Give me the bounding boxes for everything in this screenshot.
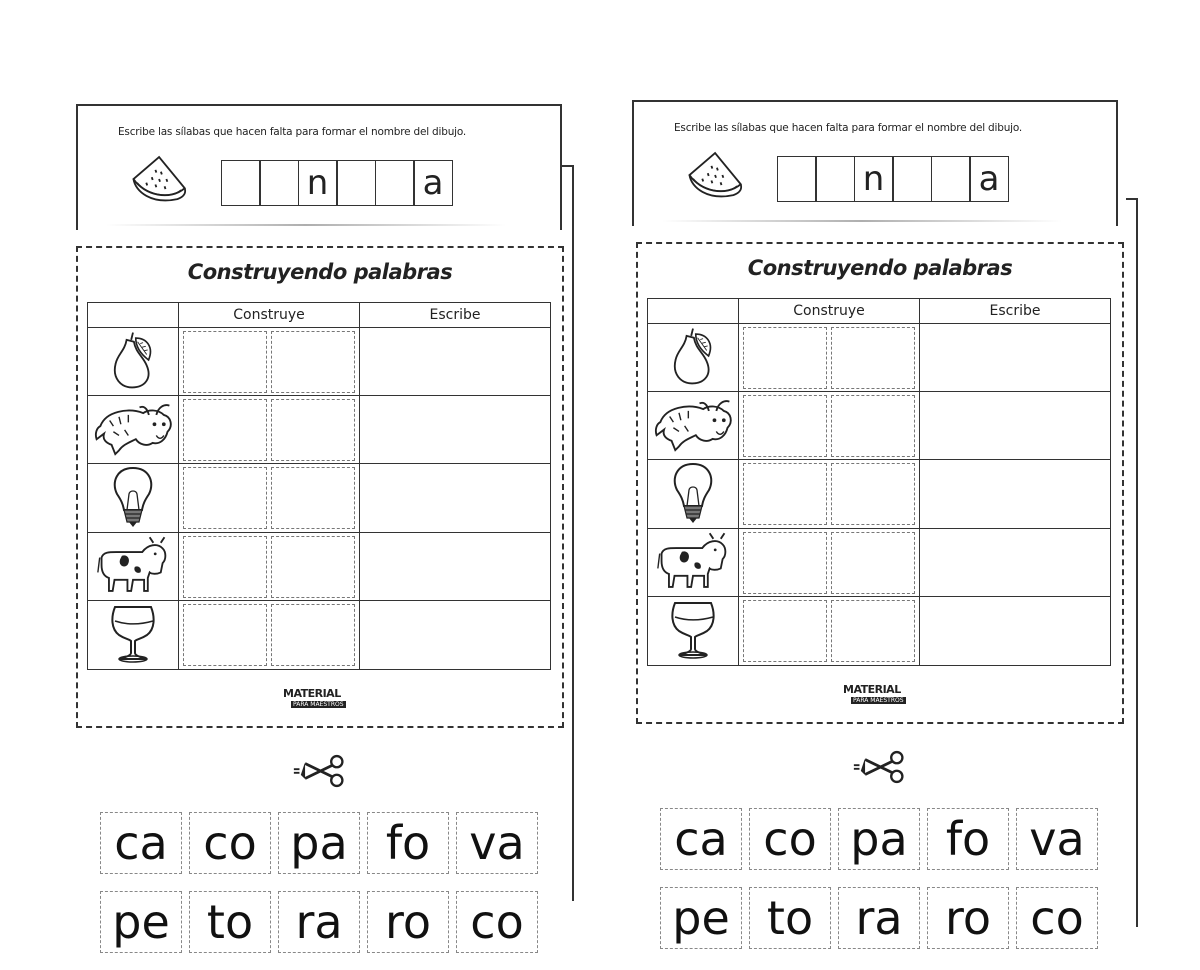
syllable-tile[interactable]: pe [100, 891, 182, 953]
syllable-slot[interactable] [183, 331, 267, 393]
syllable-slot[interactable] [271, 536, 355, 598]
syllable-slot[interactable] [183, 467, 267, 529]
letter-boxes [778, 156, 1009, 202]
picture-cell [88, 533, 179, 601]
table-header-row [88, 303, 551, 328]
picture-cell [648, 392, 739, 460]
word-table [647, 298, 1111, 666]
escribe-cell[interactable] [920, 392, 1111, 460]
panel-title: Construyendo palabras [187, 260, 453, 284]
picture-cell [648, 324, 739, 392]
syllable-tile[interactable]: va [456, 812, 538, 874]
syllable-slot[interactable] [743, 463, 827, 525]
wine-glass-icon [103, 601, 163, 665]
watermelon-slice-icon [128, 151, 192, 207]
letter-box[interactable] [336, 160, 376, 206]
letter-boxes [222, 160, 453, 206]
syllable-tile[interactable]: co [1016, 887, 1098, 949]
syllable-slot[interactable] [271, 467, 355, 529]
worksheet-right [632, 0, 1132, 945]
picture-cell [648, 529, 739, 597]
construye-cell [739, 460, 920, 529]
construye-cell [179, 328, 360, 396]
pear-icon [661, 325, 725, 387]
syllable-tile[interactable]: ra [278, 891, 360, 953]
table-row [648, 324, 1111, 392]
escribe-cell[interactable] [920, 324, 1111, 392]
word-table [87, 302, 551, 670]
table-row [88, 396, 551, 464]
syllable-slot[interactable] [183, 399, 267, 461]
syllable-exercise-card [632, 100, 1118, 226]
construye-cell [739, 392, 920, 460]
syllable-tile[interactable]: co [749, 808, 831, 870]
cow-icon [656, 530, 730, 592]
letter-box[interactable]: n [298, 160, 338, 206]
construyendo-panel [636, 242, 1124, 724]
letter-box[interactable] [375, 160, 415, 206]
header-picture [648, 299, 739, 324]
letter-box[interactable] [931, 156, 971, 202]
construye-cell [179, 533, 360, 601]
logo-line2: PARA MAESTROS [293, 701, 344, 708]
syllable-exercise-card [76, 104, 562, 230]
syllable-tile[interactable]: ca [660, 808, 742, 870]
syllable-tile[interactable]: pa [278, 812, 360, 874]
syllable-tile[interactable]: pa [838, 808, 920, 870]
escribe-cell[interactable] [360, 328, 551, 396]
header-escribe: Escribe [360, 303, 551, 328]
picture-cell [88, 464, 179, 533]
table-row [88, 533, 551, 601]
syllable-tile[interactable]: ra [838, 887, 920, 949]
syllable-slot[interactable] [743, 327, 827, 389]
construye-cell [739, 597, 920, 666]
wine-glass-icon [663, 597, 723, 661]
syllable-tile[interactable]: co [189, 812, 271, 874]
logo-line1: MATERIAL [283, 687, 341, 700]
syllable-tile[interactable]: fo [367, 812, 449, 874]
table-row [648, 529, 1111, 597]
escribe-cell[interactable] [920, 529, 1111, 597]
construye-cell [739, 529, 920, 597]
cow-icon [96, 534, 170, 596]
table-row [88, 601, 551, 670]
instruction-text: Escribe las sílabas que hacen falta para formar el nombre del dibujo. [674, 122, 1023, 134]
letter-box[interactable] [221, 160, 261, 206]
table-row [88, 328, 551, 396]
cut-guide-stub [562, 165, 574, 167]
construye-cell [739, 324, 920, 392]
lightbulb-icon [103, 464, 163, 528]
scissors-icon [292, 752, 348, 790]
construye-cell [179, 601, 360, 670]
syllable-slot[interactable] [831, 600, 915, 662]
letter-box[interactable] [259, 160, 299, 206]
instruction-text: Escribe las sílabas que hacen falta para formar el nombre del dibujo. [118, 126, 467, 138]
syllable-tile[interactable]: to [749, 887, 831, 949]
syllable-slot[interactable] [743, 600, 827, 662]
escribe-cell[interactable] [360, 396, 551, 464]
escribe-cell[interactable] [920, 460, 1111, 529]
syllable-slot[interactable] [183, 536, 267, 598]
lightbulb-icon [663, 460, 723, 524]
letter-box[interactable] [892, 156, 932, 202]
table-row [648, 460, 1111, 529]
table-row [648, 597, 1111, 666]
construye-cell [179, 396, 360, 464]
logo-line2: PARA MAESTROS [853, 697, 904, 704]
syllable-slot[interactable] [831, 463, 915, 525]
escribe-cell[interactable] [360, 533, 551, 601]
escribe-cell[interactable] [920, 597, 1111, 666]
header-construye: Construye [739, 299, 920, 324]
logo-line1: MATERIAL [843, 683, 901, 696]
scissors-icon [852, 748, 908, 786]
brand-logo [843, 684, 923, 708]
syllable-tile[interactable]: pe [660, 887, 742, 949]
syllable-tile[interactable]: ca [100, 812, 182, 874]
letter-box[interactable]: n [854, 156, 894, 202]
table-header-row [648, 299, 1111, 324]
syllable-slot[interactable] [743, 532, 827, 594]
escribe-cell[interactable] [360, 601, 551, 670]
header-escribe: Escribe [920, 299, 1111, 324]
table-row [648, 392, 1111, 460]
worksheet-left [76, 0, 576, 949]
escribe-cell[interactable] [360, 464, 551, 533]
bull-icon [651, 393, 735, 455]
panel-title: Construyendo palabras [747, 256, 1013, 280]
divider [662, 220, 1062, 222]
pear-icon [101, 329, 165, 391]
picture-cell [88, 601, 179, 670]
watermelon-slice-icon [684, 147, 748, 203]
picture-cell [88, 396, 179, 464]
syllable-slot[interactable] [831, 532, 915, 594]
picture-cell [88, 328, 179, 396]
syllable-slot[interactable] [743, 395, 827, 457]
header-picture [88, 303, 179, 328]
cut-guide-line [572, 165, 574, 901]
bull-icon [91, 397, 175, 459]
header-construye: Construye [179, 303, 360, 328]
cut-guide-line [1136, 198, 1138, 927]
syllable-tile[interactable]: to [189, 891, 271, 953]
letter-box[interactable] [815, 156, 855, 202]
brand-logo [283, 688, 363, 712]
letter-box[interactable] [777, 156, 817, 202]
construye-cell [179, 464, 360, 533]
picture-cell [648, 460, 739, 529]
syllable-slot[interactable] [271, 331, 355, 393]
syllable-tile[interactable]: va [1016, 808, 1098, 870]
divider [106, 224, 506, 226]
cut-guide-stub [1126, 198, 1138, 200]
syllable-slot[interactable] [271, 604, 355, 666]
table-row [88, 464, 551, 533]
syllable-slot[interactable] [183, 604, 267, 666]
letter-box[interactable]: a [413, 160, 453, 206]
syllable-tile[interactable]: ro [927, 887, 1009, 949]
syllable-slot[interactable] [831, 395, 915, 457]
syllable-tile[interactable]: fo [927, 808, 1009, 870]
syllable-slot[interactable] [271, 399, 355, 461]
syllable-tile[interactable]: ro [367, 891, 449, 953]
syllable-slot[interactable] [831, 327, 915, 389]
construyendo-panel [76, 246, 564, 728]
syllable-cutouts [660, 808, 1110, 966]
syllable-tile[interactable]: co [456, 891, 538, 953]
syllable-cutouts [100, 812, 550, 970]
picture-cell [648, 597, 739, 666]
letter-box[interactable]: a [969, 156, 1009, 202]
